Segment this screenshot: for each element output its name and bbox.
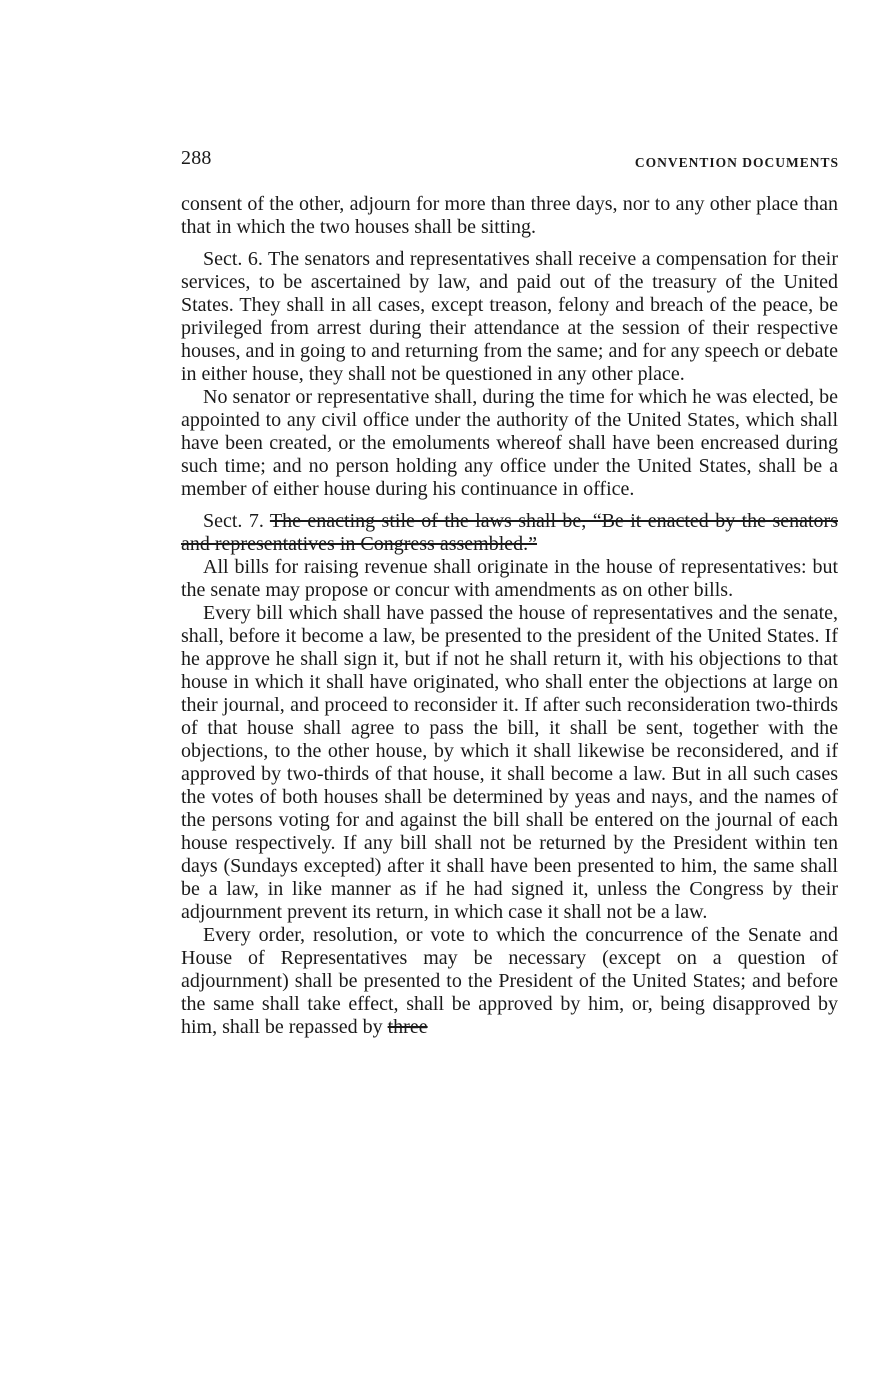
paragraph-revenue-bills: All bills for raising revenue shall originate in the house of representatives: but the senate may propose or concur with amendments as on other bills. bbox=[181, 556, 838, 601]
paragraph-every-bill: Every bill which shall have passed the house of representatives and the senate, shall, before it become a law, be presented to the president of the United States. If he approve he shall sign it, but if not he shall return it, with his objections to that house in which it shall have originated, who shall enter the objections at large on their journal, and proceed to reconsider it. If after such reconsideration two-thirds of that house shall agree to pass the bill, it shall be sent, together with the objections, to the other house, by which it shall likewise be reconsidered, and if approved by two-thirds of that house, it shall become a law. But in all such cases the votes of both houses shall be determined by yeas and nays, and the names of the persons voting for and against the bill shall be entered on the journal of each house respectively. If any bill shall not be returned by the President within ten days (Sundays excepted) after it shall have been presented to him, the same shall be a law, in like manner as if he had signed it, unless the Congress by their adjournment prevent its return, in which case it shall not be a law. bbox=[181, 602, 838, 923]
body-text bbox=[181, 193, 838, 1039]
paragraph-continuation: consent of the other, adjourn for more than three days, nor to any other place than that in which the two houses shall be sitting. bbox=[181, 193, 838, 238]
running-head: CONVENTION DOCUMENTS bbox=[634, 155, 839, 170]
paragraph-sect-7 bbox=[181, 510, 838, 556]
paragraph-sect-6: Sect. 6. The senators and representatives shall receive a compensation for their services, to be ascertained by law, and paid out of the treasury of the United States. They shall in all cases, except treason, felony and breach of the peace, be privileged from arrest during their attendance at the session of their respective houses, and in going to and returning from the same; and for any speech or debate in either house, they shall not be questioned in any other place. bbox=[181, 248, 838, 385]
page-number: 288 bbox=[181, 147, 212, 169]
sect-7-label: Sect. 7. bbox=[203, 510, 270, 532]
struck-enacting-clause: The enacting stile of the laws shall be, “Be it enacted by the senators and representatives in Congress assembled.” bbox=[181, 510, 838, 555]
every-order-text: Every order, resolution, or vote to which the concurrence of the Senate and House of Representatives may be necessary (except on a question of adjournment) shall be presented to the President of the United States; and before the same shall take effect, shall be approved by him, or, being disapproved by him, shall be repassed by bbox=[181, 924, 838, 1038]
paragraph-no-senator: No senator or representative shall, during the time for which he was elected, be appointed to any civil office under the authority of the United States, which shall have been created, or the emoluments whereof shall have been encreased during such time; and no person holding any office under the United States, shall be a member of either house during his continuance in office. bbox=[181, 386, 838, 500]
paragraph-every-order bbox=[181, 924, 838, 1039]
struck-three: three bbox=[387, 1016, 428, 1038]
page-header bbox=[181, 143, 839, 173]
